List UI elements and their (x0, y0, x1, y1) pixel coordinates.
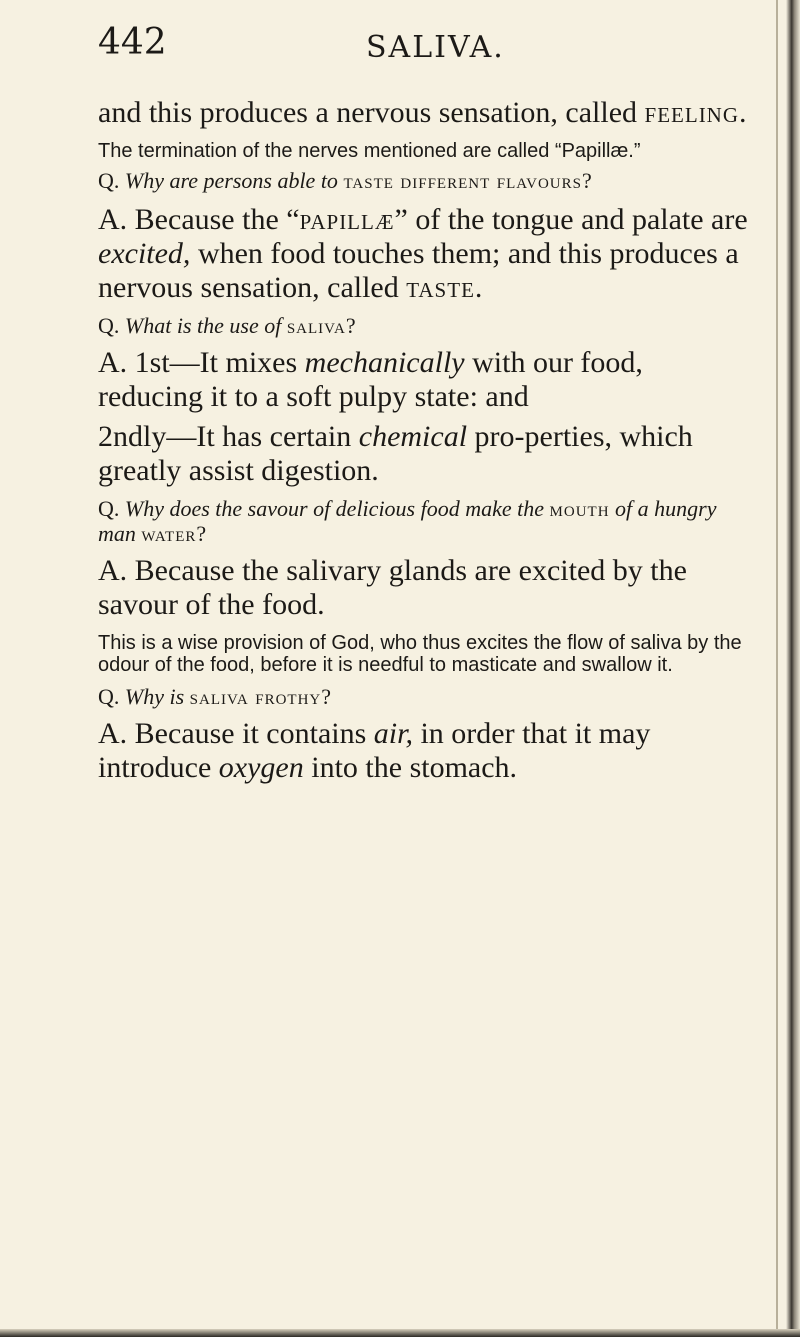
answer-taste (98, 203, 754, 305)
text-run: What is the use of (119, 313, 287, 338)
term-mouth: mouth (549, 496, 610, 521)
answer-label: A. (98, 203, 128, 236)
answer-label: A. (98, 554, 128, 587)
page-number: 442 (98, 22, 167, 63)
text-run: with our food, reducing it to a soft pulpy state: and (98, 346, 643, 413)
term-oxygen: oxygen (218, 751, 304, 784)
note-provision: This is a wise provision of God, who thus excites the flow of saliva by the odour of the food, before it is needful to masticate and swallow it. (98, 632, 742, 676)
term-air: air, (373, 717, 413, 750)
text-run: Because it contains (127, 717, 374, 750)
text-run: into the stomach. (303, 751, 518, 784)
term-taste: taste. (406, 271, 484, 304)
question-label: Q. (98, 168, 120, 193)
question-mouth-water (98, 496, 754, 546)
term-chemical: chemical (358, 420, 468, 453)
question-label: Q. (98, 496, 120, 521)
text-run: in order that it may introduce (98, 717, 651, 784)
text-run: ” of the tongue and palate are (394, 203, 748, 236)
question-frothy (98, 684, 754, 709)
term-saliva: saliva? (286, 313, 357, 338)
question-label: Q. (98, 313, 120, 338)
answer-saliva-use-2 (98, 420, 754, 488)
text-run: Why are persons able to (119, 168, 344, 193)
text-run: pro-perties, which greatly assist digestion. (98, 420, 693, 487)
question-label: Q. (98, 684, 120, 709)
term-papillae: papillæ (299, 203, 395, 236)
term-saliva-frothy: saliva frothy? (189, 684, 332, 709)
text-run: 2ndly—It has certain (98, 420, 359, 453)
text-run: when food touches them; and this produces a nervous sensation, called (98, 237, 739, 304)
text-run: Why is (119, 684, 190, 709)
answer-label: A. (98, 346, 128, 379)
page-gutter-line (776, 0, 778, 1337)
text-run: 1st—It mixes (127, 346, 305, 379)
question-saliva-use (98, 313, 754, 338)
running-head: SALIVA. (366, 30, 505, 65)
term-feeling: feeling. (644, 96, 748, 129)
note-papillae: The termination of the nerves mentioned are called “Papillæ.” (98, 140, 641, 162)
paragraph-feeling (98, 96, 754, 130)
answer-label: A. (98, 717, 128, 750)
term-taste-flavours: taste different flavours? (343, 168, 593, 193)
page-body (98, 96, 754, 785)
term-mechanically: mechanically (304, 346, 465, 379)
term-water: water? (141, 521, 208, 546)
question-taste (98, 168, 754, 193)
text-run: of a hungry man (98, 496, 717, 546)
text-run: Because the “ (127, 203, 300, 236)
answer-saliva-use-1 (98, 346, 754, 414)
text-run: Why does the savour of delicious food make the (119, 496, 550, 521)
page-header (98, 22, 698, 82)
page-bottom-edge (0, 1329, 800, 1337)
text-run: Because the salivary glands are excited by the savour of the food. (98, 554, 687, 621)
term-excited: excited, (98, 237, 191, 270)
answer-frothy (98, 717, 754, 785)
text-run: and this produces a nervous sensation, called (98, 96, 645, 129)
answer-mouth-water (98, 554, 754, 622)
page-edge-shadow (786, 0, 800, 1337)
